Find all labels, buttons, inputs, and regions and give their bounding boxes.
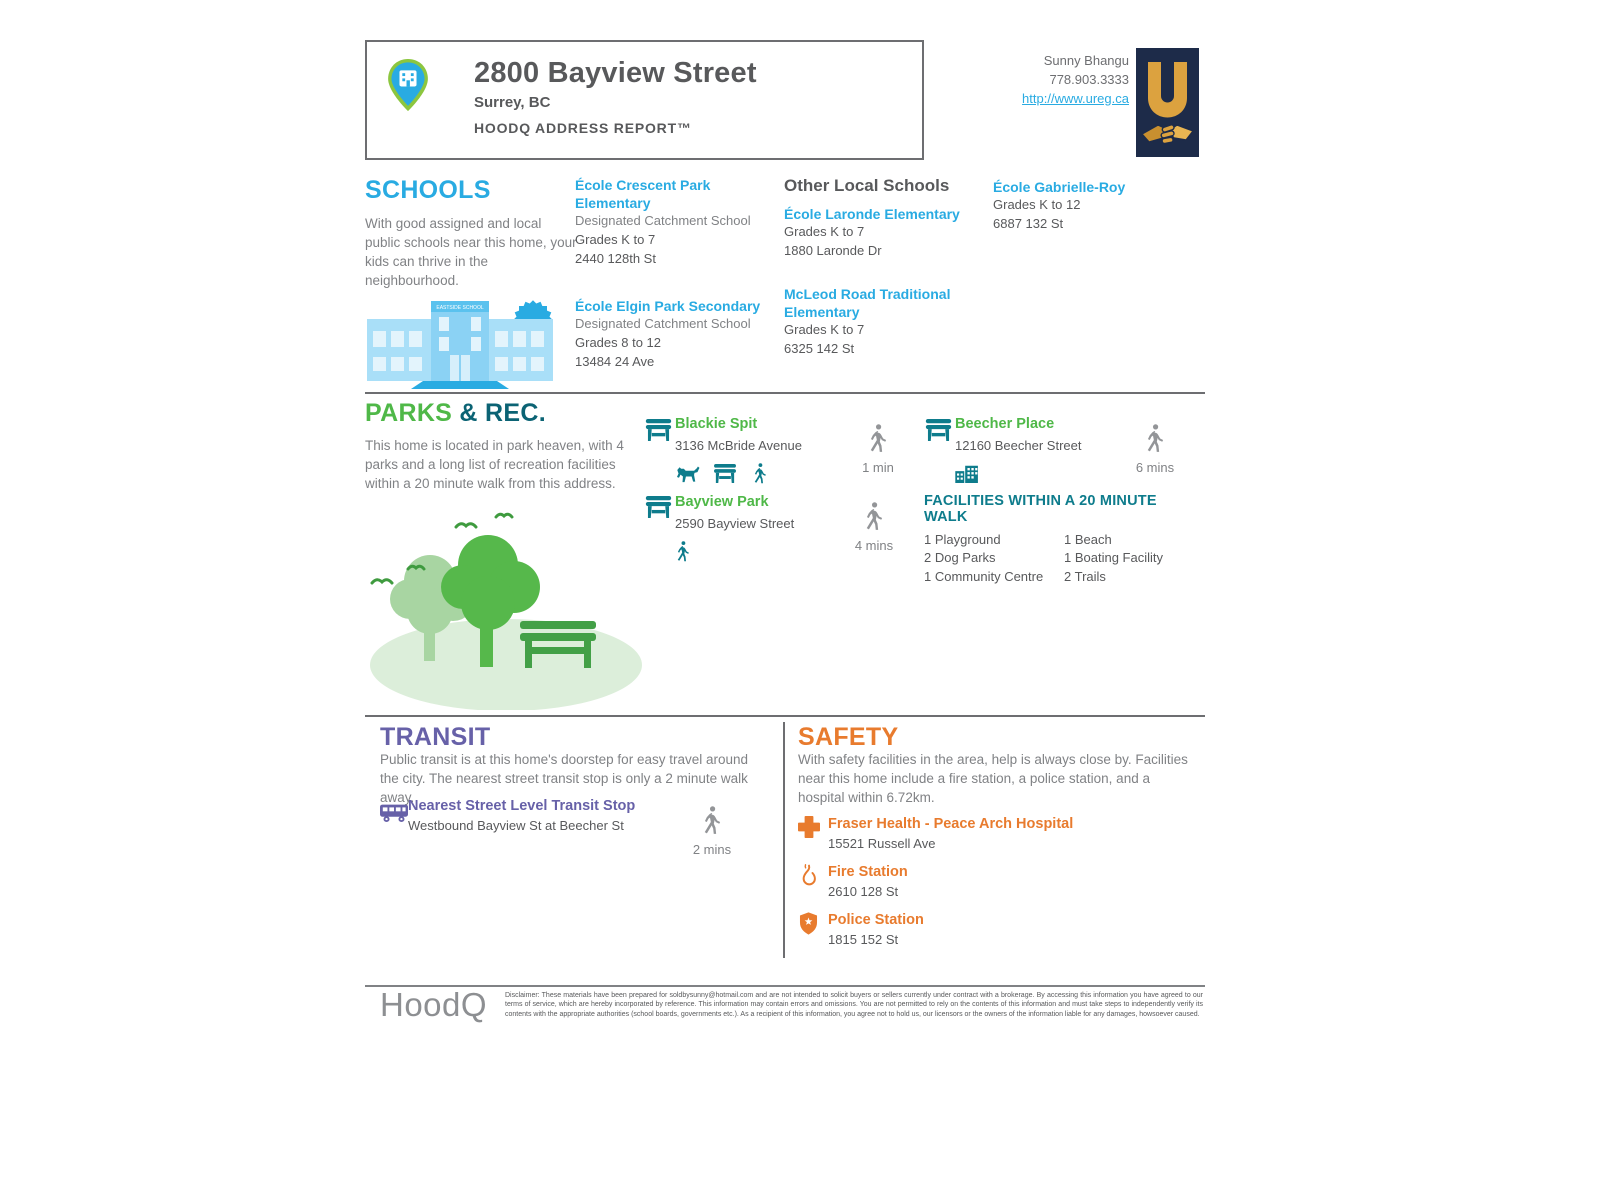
- facility-item: 1 Boating Facility: [1064, 550, 1163, 566]
- safety-section-title: SAFETY: [798, 723, 899, 751]
- facility-item: 1 Beach: [1064, 532, 1112, 547]
- facility-item: 2 Dog Parks: [924, 550, 996, 566]
- bus-icon: [380, 803, 408, 823]
- column-divider: [783, 722, 785, 958]
- parks-title-teal: & REC.: [452, 399, 546, 427]
- facility-item: 1 Community Centre: [924, 568, 1044, 584]
- walk-time: [848, 424, 908, 475]
- school-grades: Grades K to 7: [784, 224, 865, 240]
- agent-name: Sunny Bhangu: [1043, 53, 1129, 68]
- parks-intro: This home is located in park heaven, with 4 parks and a long list of recreation facilities within a 20 minute walk from this address.: [365, 438, 624, 491]
- trail-icon: [675, 541, 691, 562]
- school-address: 6325 142 St: [784, 341, 855, 357]
- park-address: 3136 McBride Avenue: [675, 437, 802, 453]
- map-pin-icon: [387, 59, 429, 112]
- safety-facility-address: 15521 Russell Ave: [828, 836, 936, 851]
- school-grades: Grades 8 to 12: [575, 334, 661, 350]
- transit-section-title: TRANSIT: [380, 723, 491, 751]
- school-name: McLeod Road Traditional Elementary: [784, 285, 951, 321]
- walk-time-label: 1 min: [862, 460, 894, 475]
- schools-intro: With good assigned and local public schools near this home, your kids can thrive in the neighbourhood.: [365, 216, 577, 288]
- parks-section-title: [365, 399, 546, 428]
- footer-disclaimer: Disclaimer: These materials have been prepared for soldbysunny@hotmail.com and are not intended to solicit buyers or sellers currently under contract with a brokerage. By accessing this information you have agreed to our terms of service, which are hereby incorporated by reference. This information may contain errors and omissions. You are not permitted to rely on the contents of this information and must take steps to independently verify its contents with the appropriate authorities (school boards, governments etc.). As a recipient of this information, you agree not to hold us, our licensors or the owners of the information liable for any damages, howsoever caused.: [505, 992, 1203, 1018]
- school-type: Designated Catchment School: [575, 213, 751, 229]
- school-type: Designated Catchment School: [575, 316, 751, 332]
- brokerage-logo: [1136, 48, 1199, 157]
- address-header-box: [365, 40, 924, 160]
- agent-website-link[interactable]: http://www.ureg.ca: [1022, 90, 1129, 106]
- page-title: 2800 Bayview Street: [474, 57, 757, 89]
- walk-time: [844, 502, 904, 553]
- hospital-cross-icon: [798, 816, 820, 838]
- school-item: [993, 178, 1183, 234]
- walking-person-icon: [1144, 424, 1166, 453]
- agent-phone: 778.903.3333: [1049, 71, 1129, 87]
- trail-icon: [752, 463, 768, 484]
- section-divider: [365, 715, 1205, 717]
- community-centre-icon: [955, 463, 979, 483]
- school-name: École Gabrielle-Roy: [993, 179, 1126, 195]
- police-shield-icon: [799, 912, 818, 935]
- school-address: 1880 Laronde Dr: [784, 243, 882, 259]
- walking-person-icon: [867, 424, 889, 453]
- walk-time-label: 6 mins: [1135, 460, 1175, 475]
- safety-facility-name: Police Station: [828, 912, 924, 928]
- bench-icon: [713, 464, 737, 483]
- facility-item: 2 Trails: [1064, 568, 1106, 584]
- school-address: 2440 128th St: [575, 251, 656, 267]
- school-grades: Grades K to 7: [575, 232, 656, 248]
- hoodq-logo: HoodQ: [380, 986, 488, 1023]
- safety-facility-name: Fraser Health - Peace Arch Hospital: [828, 816, 1074, 832]
- school-item: [575, 176, 765, 269]
- safety-facility-address: 2610 128 St: [828, 884, 899, 899]
- bench-icon: [645, 496, 672, 518]
- walking-person-icon: [863, 502, 885, 531]
- walk-time-label: 2 mins: [692, 842, 732, 857]
- school-item: [784, 205, 974, 261]
- parks-title-green: PARKS: [365, 399, 453, 427]
- walk-time-label: 4 mins: [854, 538, 894, 553]
- dog-park-icon: [675, 463, 701, 483]
- report-title: HOODQ ADDRESS REPORT™: [474, 120, 692, 136]
- school-address: 6887 132 St: [993, 216, 1064, 232]
- park-name: Beecher Place: [955, 416, 1055, 432]
- facility-item: 1 Playground: [924, 532, 1001, 547]
- walking-person-icon: [701, 806, 723, 835]
- school-name: École Laronde Elementary: [784, 206, 960, 222]
- safety-facility-name: Fire Station: [828, 864, 908, 880]
- school-grades: Grades K to 7: [784, 322, 865, 338]
- transit-stop-name: Nearest Street Level Transit Stop: [408, 798, 636, 814]
- park-address: 2590 Bayview Street: [675, 515, 795, 531]
- school-sign-text: EASTSIDE SCHOOL: [436, 305, 484, 311]
- park-address: 12160 Beecher Street: [955, 437, 1082, 453]
- school-grades: Grades K to 12: [993, 197, 1081, 213]
- other-schools-title: Other Local Schools: [784, 176, 950, 195]
- agent-contact: [1022, 52, 1129, 109]
- schools-section-title: SCHOOLS: [365, 176, 491, 204]
- park-name: Bayview Park: [675, 494, 769, 510]
- facilities-title: FACILITIES WITHIN A 20 MINUTE WALK: [924, 493, 1157, 525]
- school-name: École Crescent Park Elementary: [575, 177, 711, 212]
- address-city: Surrey, BC: [474, 94, 551, 111]
- footer-divider: [365, 985, 1205, 987]
- flame-icon: [800, 863, 818, 888]
- school-address: 13484 24 Ave: [575, 353, 655, 369]
- walk-time: [682, 806, 742, 857]
- bench-icon: [925, 419, 952, 441]
- section-divider: [365, 392, 1205, 394]
- safety-facility-address: 1815 152 St: [828, 932, 899, 947]
- school-item: [575, 297, 765, 372]
- school-item: [784, 285, 974, 359]
- school-name: École Elgin Park Secondary: [575, 297, 761, 314]
- transit-intro: Public transit is at this home's doorstep for easy travel around the city. The nearest street transit stop is only a 2 minute walk away.: [380, 752, 749, 805]
- walk-time: [1125, 424, 1185, 475]
- transit-stop-address: Westbound Bayview St at Beecher St: [408, 818, 624, 833]
- park-name: Blackie Spit: [675, 416, 758, 432]
- park-illustration: [368, 505, 648, 710]
- school-building-illustration: [365, 293, 557, 389]
- bench-icon: [645, 419, 672, 441]
- safety-intro: With safety facilities in the area, help is always close by. Facilities near this home include a fire station, a police station, and a hospital within 6.72km.: [798, 752, 1188, 805]
